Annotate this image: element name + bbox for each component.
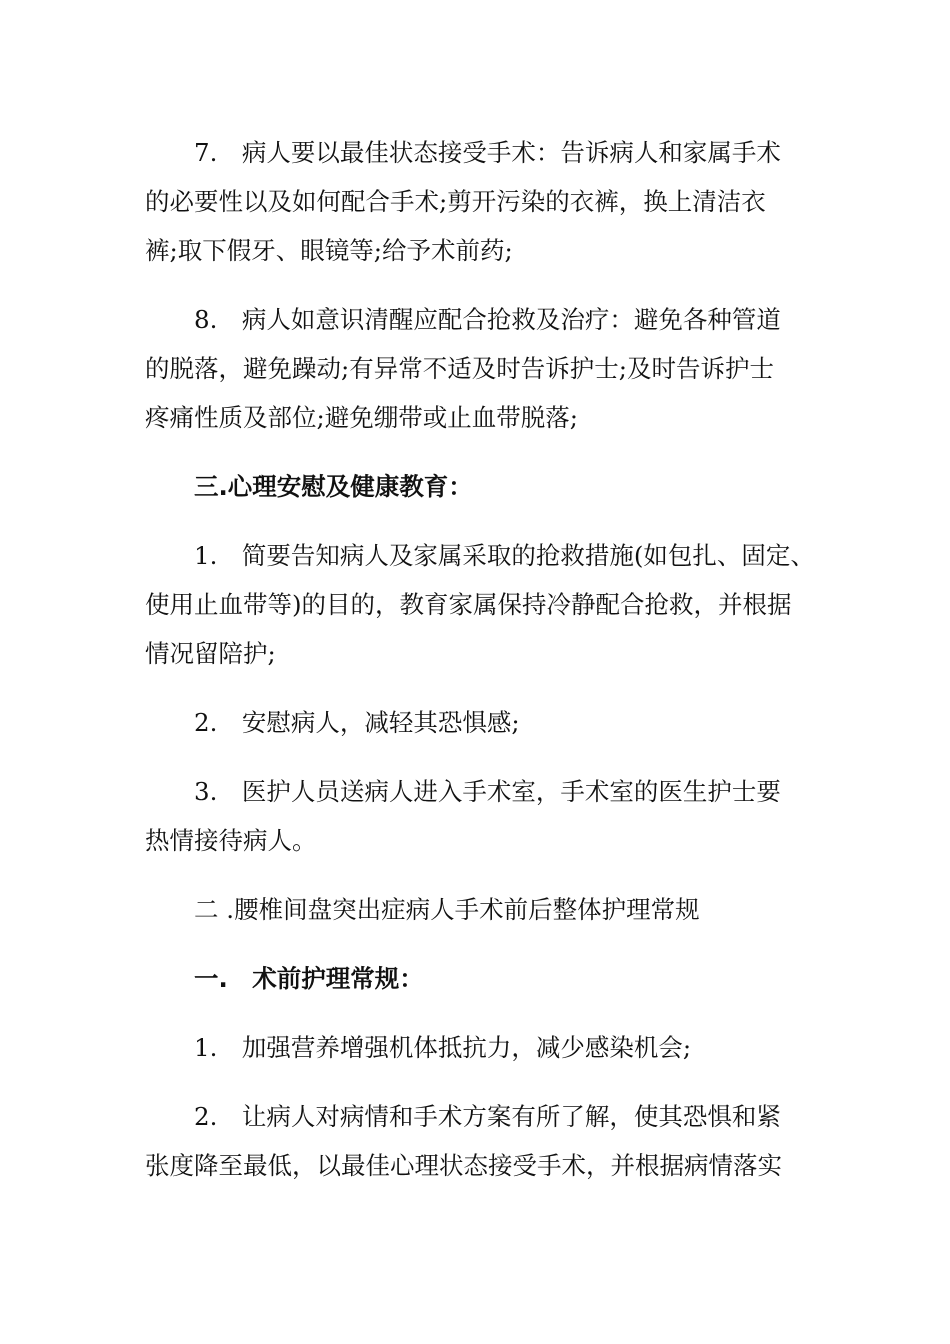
text-line: 2. 让病人对病情和手术方案有所了解，使其恐惧和紧 — [194, 1102, 781, 1131]
text-line: 情况留陪护; — [145, 639, 276, 668]
text-line: 三.心理安慰及健康教育： — [194, 472, 473, 501]
body-paragraph — [145, 531, 817, 678]
body-paragraph — [145, 767, 817, 865]
body-paragraph — [145, 1023, 817, 1072]
body-paragraph — [145, 128, 817, 275]
text-line: 裤;取下假牙、眼镜等;给予术前药; — [145, 236, 513, 265]
text-line: 3. 医护人员送病人进入手术室，手术室的医生护士要 — [194, 777, 781, 806]
text-line: 使用止血带等)的目的，教育家属保持冷静配合抢救，并根据 — [145, 590, 792, 619]
text-line: 1. 简要告知病人及家属采取的抢救措施(如包扎、固定、 — [194, 541, 815, 570]
text-line: 的必要性以及如何配合手术;剪开污染的衣裤，换上清洁衣 — [145, 187, 766, 216]
text-line: 二 .腰椎间盘突出症病人手术前后整体护理常规 — [194, 895, 700, 924]
text-line: 2. 安慰病人，减轻其恐惧感; — [194, 708, 520, 737]
body-paragraph — [145, 1092, 817, 1190]
document-page — [145, 128, 817, 1210]
section-heading — [145, 954, 817, 1003]
text-line: 8. 病人如意识清醒应配合抢救及治疗：避免各种管道 — [194, 305, 781, 334]
body-paragraph — [145, 295, 817, 442]
text-line: 7. 病人要以最佳状态接受手术：告诉病人和家属手术 — [194, 138, 781, 167]
section-heading — [145, 462, 817, 511]
text-line: 疼痛性质及部位;避免绷带或止血带脱落; — [145, 403, 579, 432]
body-paragraph — [145, 698, 817, 747]
text-line: 1. 加强营养增强机体抵抗力，减少感染机会; — [194, 1033, 692, 1062]
text-line: 的脱落，避免躁动;有异常不适及时告诉护士;及时告诉护士 — [145, 354, 775, 383]
body-paragraph — [145, 885, 817, 934]
text-line: 热情接待病人。 — [145, 826, 317, 855]
text-line: 张度降至最低，以最佳心理状态接受手术，并根据病情落实 — [145, 1151, 782, 1180]
text-line: 一. 术前护理常规： — [194, 964, 424, 993]
